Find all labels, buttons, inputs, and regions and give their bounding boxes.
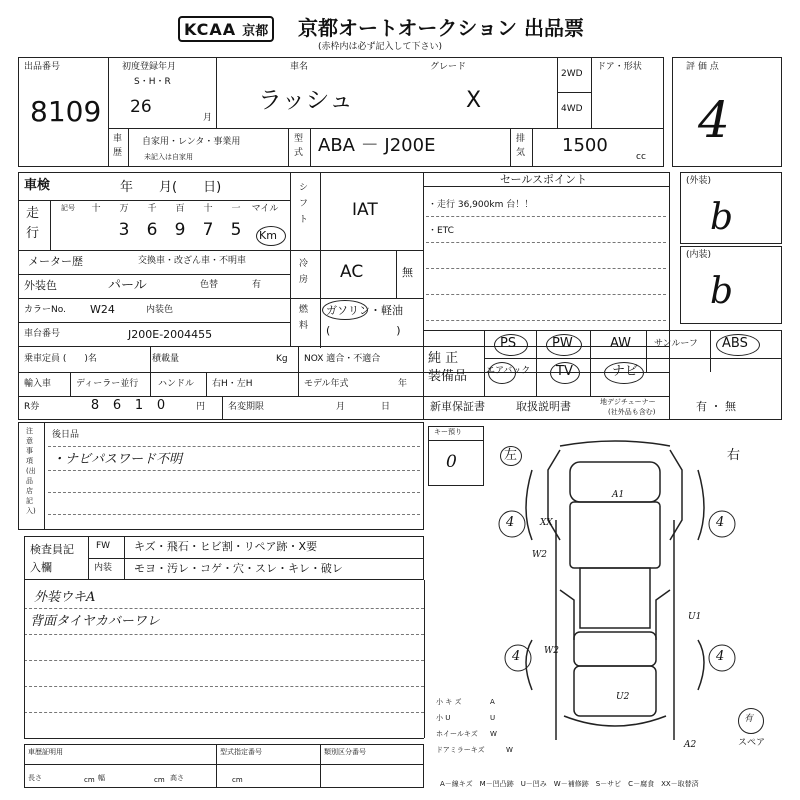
- drive-4wd: 4WD: [561, 104, 583, 114]
- tire-rear-left: 4: [512, 649, 521, 664]
- footer-cm: cm: [232, 776, 243, 784]
- chassis-no: J200E-2004455: [128, 328, 213, 341]
- door-label: ドア・形状: [597, 62, 642, 72]
- digi-tv: 地デジチューナー: [600, 398, 656, 406]
- mileage-sub: 千: [147, 204, 157, 214]
- damage-mark: U2: [616, 692, 630, 702]
- color-label: 外装色: [24, 279, 57, 292]
- equip-navi: ナビ: [612, 364, 639, 379]
- footer-label1: 車歴証明用: [28, 748, 63, 756]
- equipment-label: 純 正 装備品: [428, 351, 468, 384]
- interior-label: (内装): [686, 250, 712, 260]
- footer-label3: 類別区分番号: [324, 748, 366, 756]
- int-label: 内装: [94, 563, 113, 573]
- recycle-digit: 6: [112, 398, 122, 413]
- mileage-sub: 十: [203, 204, 213, 214]
- mileage-sub: マイル: [251, 204, 279, 214]
- exterior-label: (外装): [686, 176, 712, 186]
- form-title: 京都オートオークション 出品票: [298, 16, 584, 40]
- damage-mark: U1: [688, 612, 702, 622]
- recycle-digits: [84, 398, 172, 414]
- mileage-digit: 3: [118, 220, 130, 240]
- load-label: 積載量: [152, 354, 180, 364]
- listing-no: 8109: [30, 95, 102, 128]
- mileage-sub: 記号: [61, 204, 75, 212]
- reg-era: S・H・R: [134, 77, 171, 87]
- mileage-digit: 7: [202, 220, 214, 240]
- use-options: 自家用・レンタ・事業用: [142, 137, 241, 147]
- legend-item: 小 U: [436, 714, 451, 722]
- shift-label: シフト: [299, 183, 309, 225]
- spare-label: スペア: [738, 738, 766, 748]
- import-opt: ディーラー並行: [76, 379, 139, 389]
- meter-options: 交換車・改ざん車・不明車: [138, 256, 247, 266]
- mileage-digits: [110, 220, 250, 240]
- damage-mark: A2: [684, 740, 697, 750]
- shift-value: IAT: [352, 200, 378, 220]
- model-label: 型式: [294, 134, 304, 158]
- import-label: 輸入車: [24, 379, 52, 389]
- mileage-label: 走行: [26, 206, 40, 241]
- right-label: 右: [727, 448, 741, 463]
- manual: 取扱説明書: [516, 400, 571, 413]
- handle-opt: 右H・左H: [212, 379, 253, 389]
- mileage-subs: [54, 204, 280, 215]
- code-legend: A－線キズ M－凹凸跡 U－凹み W－補修跡 S－サビ C－腐食 XX－取替済: [440, 780, 699, 788]
- legend-item: ドアミラーキズ: [436, 746, 485, 754]
- use-note: 未記入は自家用: [144, 153, 193, 161]
- fuel-paren: ( ): [326, 324, 401, 337]
- legend-mark: W: [506, 746, 513, 754]
- nox: NOX 適合・不適合: [304, 354, 381, 364]
- expiry-label: 名変期限: [228, 402, 265, 412]
- footer-cm: cm: [84, 776, 95, 784]
- ac-value: AC: [340, 262, 364, 282]
- color-code-label: カラーNo.: [24, 305, 66, 315]
- equip-airbag: エアバック: [486, 366, 531, 376]
- equip-abs: ABS: [722, 336, 748, 351]
- sales-label: セールスポイント: [500, 173, 588, 186]
- cc-unit: cc: [636, 152, 646, 162]
- equip-pw: PW: [552, 336, 573, 351]
- digi-note: (社外品も含む): [608, 408, 656, 416]
- footer-width: 幅: [98, 774, 105, 782]
- logo-text: KCAA: [184, 19, 237, 39]
- warranty: 新車保証書: [430, 400, 485, 413]
- inspector-line: 背面タイヤカバーワレ: [30, 614, 160, 629]
- meter-label: メーター歴: [28, 255, 83, 268]
- key-label: キー預り: [434, 428, 462, 436]
- mileage-digit: 9: [174, 220, 186, 240]
- damage-mark: W2: [532, 550, 547, 560]
- model: ABA － J200E: [318, 135, 436, 156]
- footer-label2: 型式指定番号: [220, 748, 262, 756]
- fw-opts: キズ・飛石・ヒビ割・リペア跡・X要: [134, 540, 318, 553]
- logo-city: 京都: [242, 23, 269, 39]
- name-label: 車名: [290, 62, 309, 72]
- color-code: W24: [90, 303, 115, 316]
- overall-score: 4: [698, 91, 730, 149]
- drive-2wd: 2WD: [561, 69, 583, 79]
- legend-item: 小 キ ズ: [436, 698, 462, 706]
- damage-mark: W2: [544, 646, 559, 656]
- recycle-digit: 8: [90, 398, 100, 413]
- exterior-score: b: [710, 197, 734, 238]
- tire-front-left: 4: [506, 515, 515, 530]
- reg-label: 初度登録年月: [122, 62, 177, 72]
- spare-mark: 有: [744, 714, 754, 724]
- mileage-sub: 万: [119, 204, 129, 214]
- equip-sunroof: サンルーフ: [654, 339, 698, 349]
- mileage-sub: 百: [175, 204, 185, 214]
- equip-aw: AW: [610, 336, 632, 351]
- sales-line: ・ETC: [428, 226, 454, 236]
- legend-mark: W: [490, 730, 497, 738]
- car-name: ラッシュ: [258, 86, 354, 114]
- color-change: 有: [252, 280, 262, 290]
- footer-height: 高さ: [170, 774, 184, 782]
- damage-mark: XX: [540, 518, 553, 528]
- mileage-digit: 5: [230, 220, 242, 240]
- tire-front-right: 4: [716, 515, 725, 530]
- expiry-fields: 月 日: [336, 402, 391, 412]
- fuel-options: ガソリン・軽油: [326, 304, 403, 317]
- chassis-label: 車台番号: [24, 329, 61, 339]
- equip-ps: PS: [500, 336, 517, 351]
- inspector-line: 外装ウキA: [34, 590, 96, 605]
- reg-year: 26: [130, 97, 152, 117]
- mileage-unit: Km: [259, 229, 277, 242]
- inspector-label: 検査員記入欄: [30, 543, 74, 574]
- mileage-sub: 一: [231, 204, 241, 214]
- notes-line: ・ナビパスワード不明: [52, 452, 183, 467]
- ac-none: 無: [402, 266, 413, 279]
- tire-rear-right: 4: [716, 649, 725, 664]
- shaken-fields: 年 月( 日): [120, 180, 222, 195]
- legend-mark: U: [490, 714, 496, 722]
- after-label: 後日品: [52, 430, 80, 440]
- footer-length: 長さ: [28, 774, 42, 782]
- grade: X: [466, 88, 482, 113]
- recycle-digit: 0: [156, 398, 166, 413]
- footer-cm: cm: [154, 776, 165, 784]
- score-label: 評 価 点: [686, 62, 719, 72]
- reg-month-unit: 月: [203, 113, 213, 123]
- key-value: 0: [446, 452, 457, 472]
- color-value: パール: [108, 278, 147, 293]
- model-year-label: モデル年式: [304, 379, 349, 389]
- fw-label: FW: [96, 541, 111, 551]
- equip-tv: TV: [556, 364, 573, 379]
- displacement: 1500: [562, 135, 608, 156]
- load-unit: Kg: [276, 354, 288, 364]
- recycle-digit: 1: [134, 398, 144, 413]
- kcaa-logo: [178, 16, 274, 42]
- color-change-label: 色替: [200, 280, 219, 290]
- fuel-circle: [322, 300, 368, 320]
- handle-label: ハンドル: [158, 379, 195, 389]
- grade-label: グレード: [430, 62, 467, 72]
- model-year-unit: 年: [398, 379, 408, 389]
- int-opts: モヨ・汚レ・コゲ・穴・スレ・キレ・破レ: [134, 562, 343, 575]
- capacity-label: 乗車定員 ( )名: [24, 354, 97, 364]
- mileage-sub: 十: [91, 204, 101, 214]
- listing-no-label: 出品番号: [24, 62, 61, 72]
- yen-unit: 円: [196, 402, 206, 412]
- fuel-label: 燃料: [299, 305, 309, 331]
- sales-line: ・走行 36,900km 台！！: [428, 200, 534, 210]
- int-color-label: 内装色: [146, 305, 174, 315]
- damage-mark: A1: [612, 490, 625, 500]
- recycle-label: R券: [24, 402, 40, 412]
- interior-score: b: [710, 271, 734, 312]
- use-label: 車歴: [113, 134, 123, 158]
- digi-opts: 有 ・ 無: [696, 400, 736, 413]
- left-label: 左: [504, 448, 518, 463]
- legend-mark: A: [490, 698, 495, 706]
- form-note: (赤枠内は必ず記入して下さい): [318, 42, 443, 52]
- notes-label: 注意事項(出品店記入): [26, 427, 36, 515]
- shaken-label: 車検: [24, 178, 51, 193]
- disp-label: 排気: [516, 134, 526, 158]
- ac-label: 冷房: [299, 259, 309, 285]
- mileage-digit: 6: [146, 220, 158, 240]
- legend-item: ホイールキズ: [436, 730, 478, 738]
